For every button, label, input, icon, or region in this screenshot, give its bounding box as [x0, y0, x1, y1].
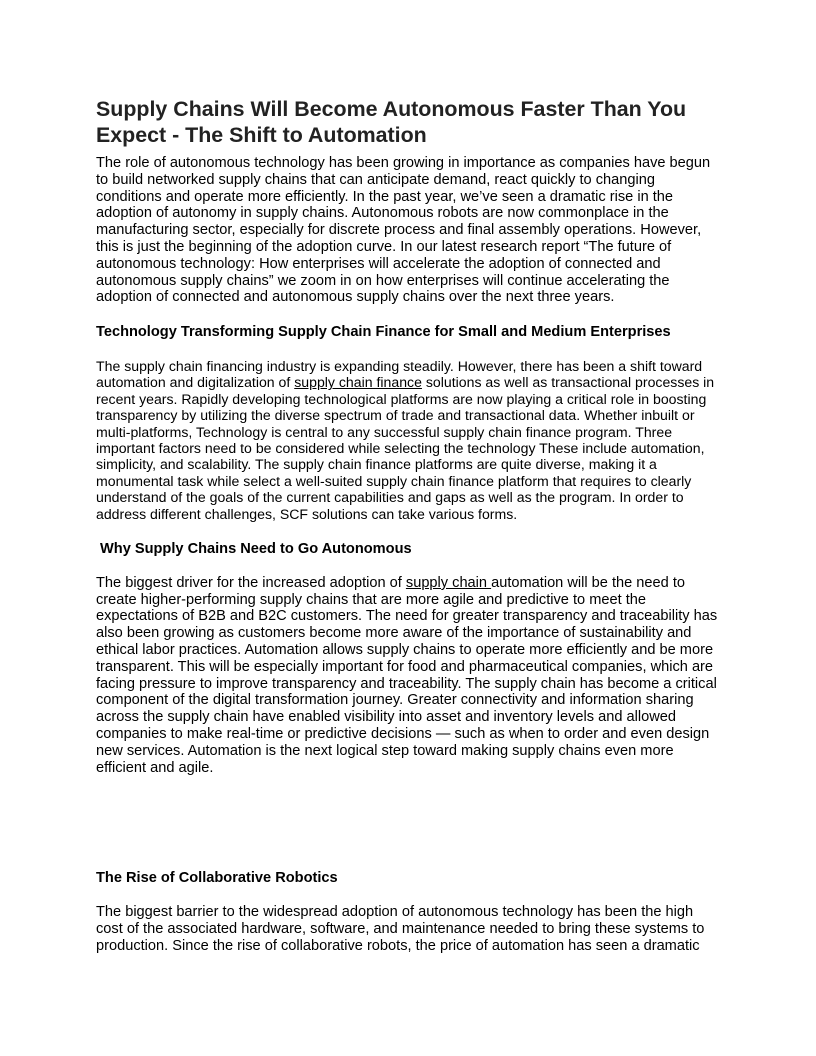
intro-paragraph: The role of autonomous technology has been growing in importance as companies have begun to build networked supply chains that can anticipate demand, react quickly to changing conditions and operate more efficiently. In the past year, we’ve seen a dramatic rise in the adoption of autonomy in supply chains. Autonomous robots are now commonplace in the manufacturing sector, especially for discrete process and final assembly operations. However, this is just the beginning of the adoption curve. In our latest research report “The future of autonomous technology: How enterprises will accelerate the adoption of connected and autonomous supply chains” we zoom in on how enterprises will continue accelerating the adoption of connected and autonomous supply chains over the next three years. [96, 155, 711, 306]
section-paragraph-why-autonomous [96, 575, 720, 777]
section-paragraph-collaborative-robotics: The biggest barrier to the widespread adoption of autonomous technology has been the high cost of the associated hardware, software, and maintenance needed to bring these systems to production. Since the rise of collaborative robots, the price of automation has seen a dramatic [96, 904, 705, 954]
supply-chain-finance-link[interactable]: supply chain finance [294, 374, 422, 391]
section-heading-why-autonomous: Why Supply Chains Need to Go Autonomous [100, 541, 412, 558]
section-heading-collaborative-robotics: The Rise of Collaborative Robotics [96, 870, 338, 887]
section-paragraph-scf-technology [96, 358, 720, 522]
paragraph-text: solutions as well as transactional processes in recent years. Rapidly developing technological platforms are now playing a critical role in boosting transparency by utilizing the diverse spectrum of trade and transactional data. Whether inbuilt or multi-platforms, Technology is central to any successful supply chain finance program. Three important factors need to be considered while selecting the technology These include automation, simplicity, and scalability. The supply chain finance platforms are quite diverse, making it a monumental task while select a well-suited supply chain finance platform that requires to clearly understand of the goals of the current capabilities and gaps as well as the program. In order to address different challenges, SCF solutions can take various forms. [96, 374, 715, 522]
paragraph-text: The biggest driver for the increased adoption of [96, 574, 406, 591]
page-title: Supply Chains Will Become Autonomous Faster Than You Expect - The Shift to Automation [96, 97, 687, 147]
paragraph-text: automation will be the need to create higher-performing supply chains that are more agile and predictive to meet the expectations of B2B and B2C customers. The need for greater transparency and traceability has also been growing as customers become more aware of the importance of sustainability and ethical labor practices. Automation allows supply chains to operate more efficiently and be more transparent. This will be especially important for food and pharmaceutical companies, which are facing pressure to improve transparency and traceability. The supply chain has become a critical component of the digital transformation journey. Greater connectivity and information sharing across the supply chain have enabled visibility into asset and inventory levels and allowed companies to make real-time or predictive decisions — such as when to order and even design new services. Automation is the next logical step toward making supply chains even more efficient and agile. [96, 574, 718, 776]
document-page [96, 96, 720, 955]
section-heading-scf-technology: Technology Transforming Supply Chain Finance for Small and Medium Enterprises [96, 324, 671, 341]
supply-chain-link[interactable]: supply chain [405, 574, 492, 591]
paragraph-text: The supply chain financing industry is expanding steadily. However, there has been a shift toward automation and digitalization of [96, 357, 703, 391]
